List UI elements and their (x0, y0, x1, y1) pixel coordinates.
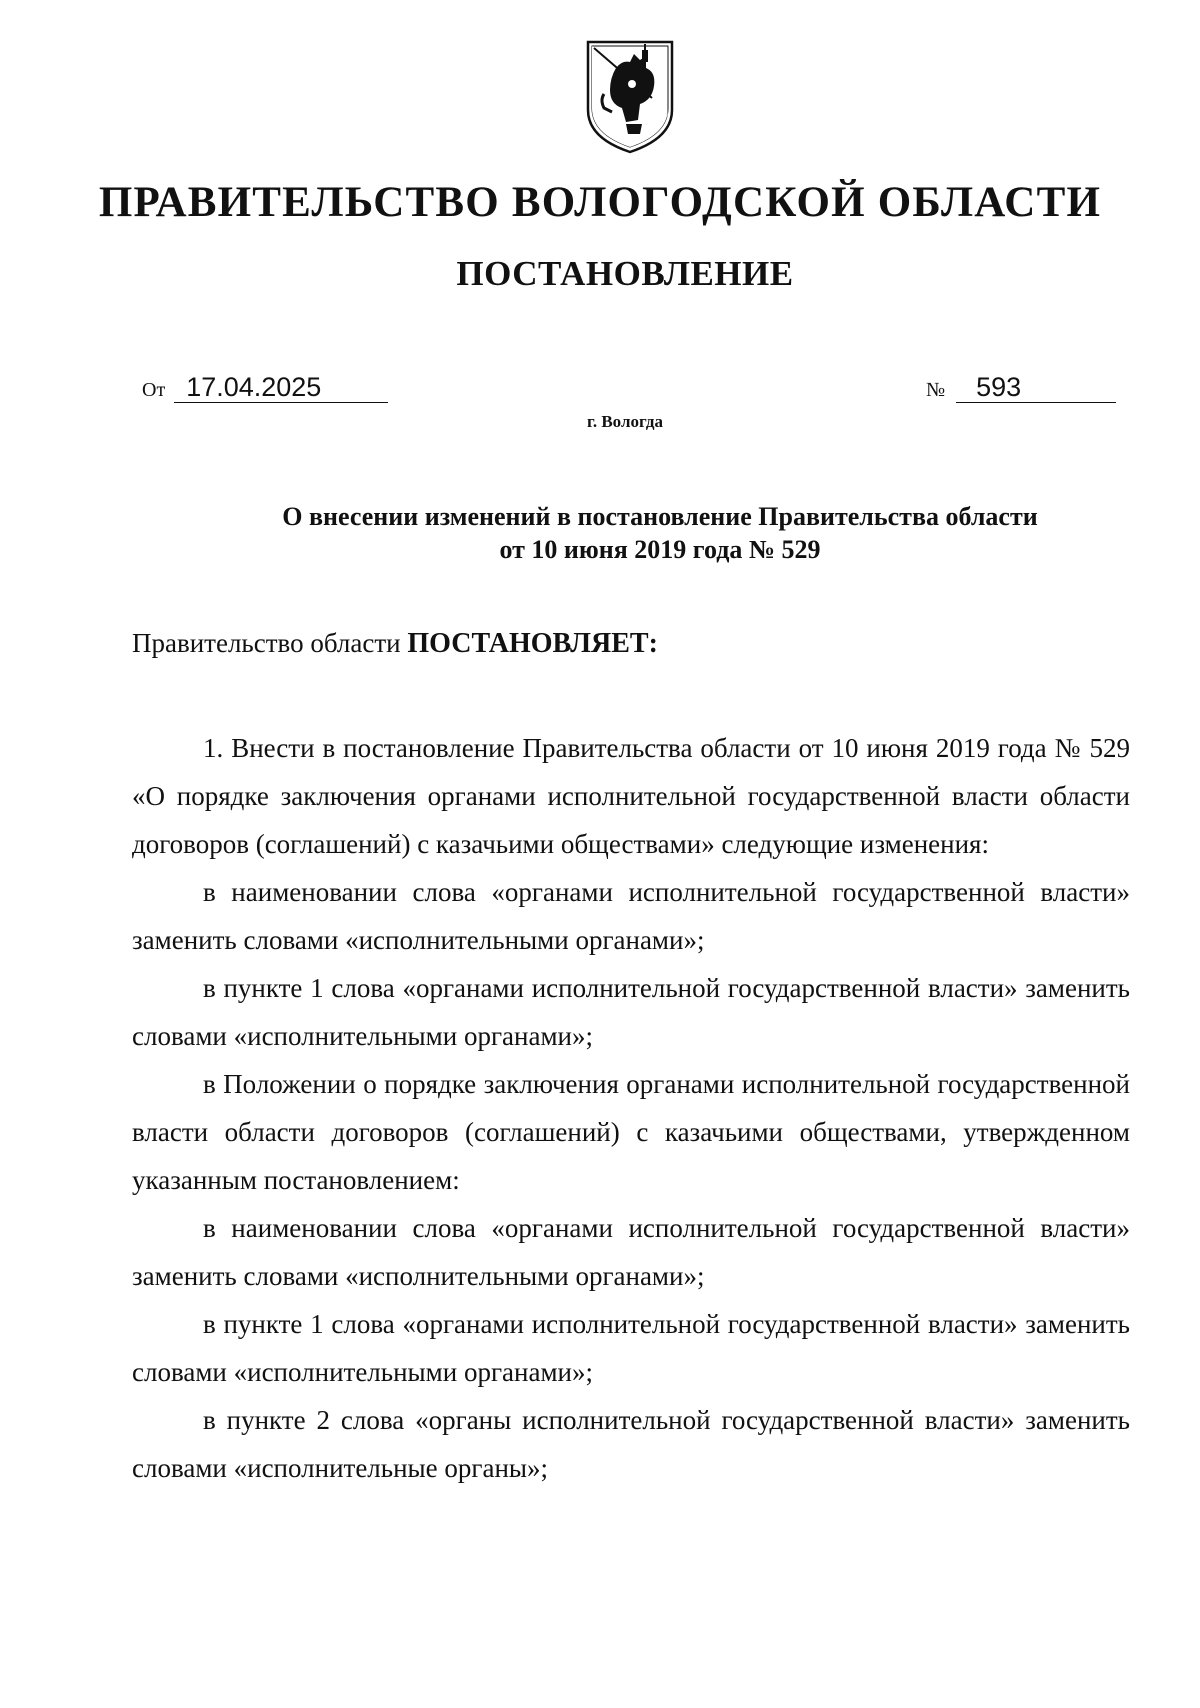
number-label: № (926, 379, 946, 401)
number-value: 593 (956, 372, 1116, 403)
subject-line-2: от 10 июня 2019 года № 529 (499, 535, 821, 564)
date-value: 17.04.2025 (174, 372, 388, 403)
document-city: г. Вологда (587, 412, 663, 431)
document-body (132, 724, 1130, 1492)
document-date (142, 372, 388, 403)
paragraph: в пункте 2 слова «органы исполнительной государственной власти» заменить словами «исполнительные органы»; (132, 1405, 1130, 1483)
paragraph: в пункте 1 слова «органами исполнительной государственной власти» заменить словами «исполнительными органами»; (132, 973, 1130, 1051)
preamble-decree: ПОСТАНОВЛЯЕТ: (407, 628, 658, 659)
preamble (132, 628, 658, 660)
document-type-title: ПОСТАНОВЛЕНИЕ (456, 254, 794, 293)
preamble-text: Правительство области (132, 628, 408, 658)
paragraph: в Положении о порядке заключения органами исполнительной государственной власти области договоров (соглашений) с казачьими обществами, утвержденном указанным постановлением: (132, 1069, 1130, 1195)
paragraph: в пункте 1 слова «органами исполнительной государственной власти» заменить словами «исполнительными органами»; (132, 1309, 1130, 1387)
paragraph: в наименовании слова «органами исполнительной государственной власти» заменить словами «исполнительными органами»; (132, 1213, 1130, 1291)
vologda-coat-of-arms-icon (582, 38, 678, 156)
subject-line-1: О внесении изменений в постановление Правительства области (282, 502, 1038, 531)
government-title: ПРАВИТЕЛЬСТВО ВОЛОГОДСКОЙ ОБЛАСТИ (98, 179, 1102, 226)
paragraph: 1. Внести в постановление Правительства области от 10 июня 2019 года № 529 «О порядке заключения органами исполнительной государственной власти области договоров (соглашений) с казачьими обществами» следующие изменения: (132, 733, 1130, 859)
document-subject (200, 500, 1120, 566)
document-number (926, 372, 1116, 403)
date-label: От (142, 379, 166, 401)
paragraph: в наименовании слова «органами исполнительной государственной власти» заменить словами «исполнительными органами»; (132, 877, 1130, 955)
